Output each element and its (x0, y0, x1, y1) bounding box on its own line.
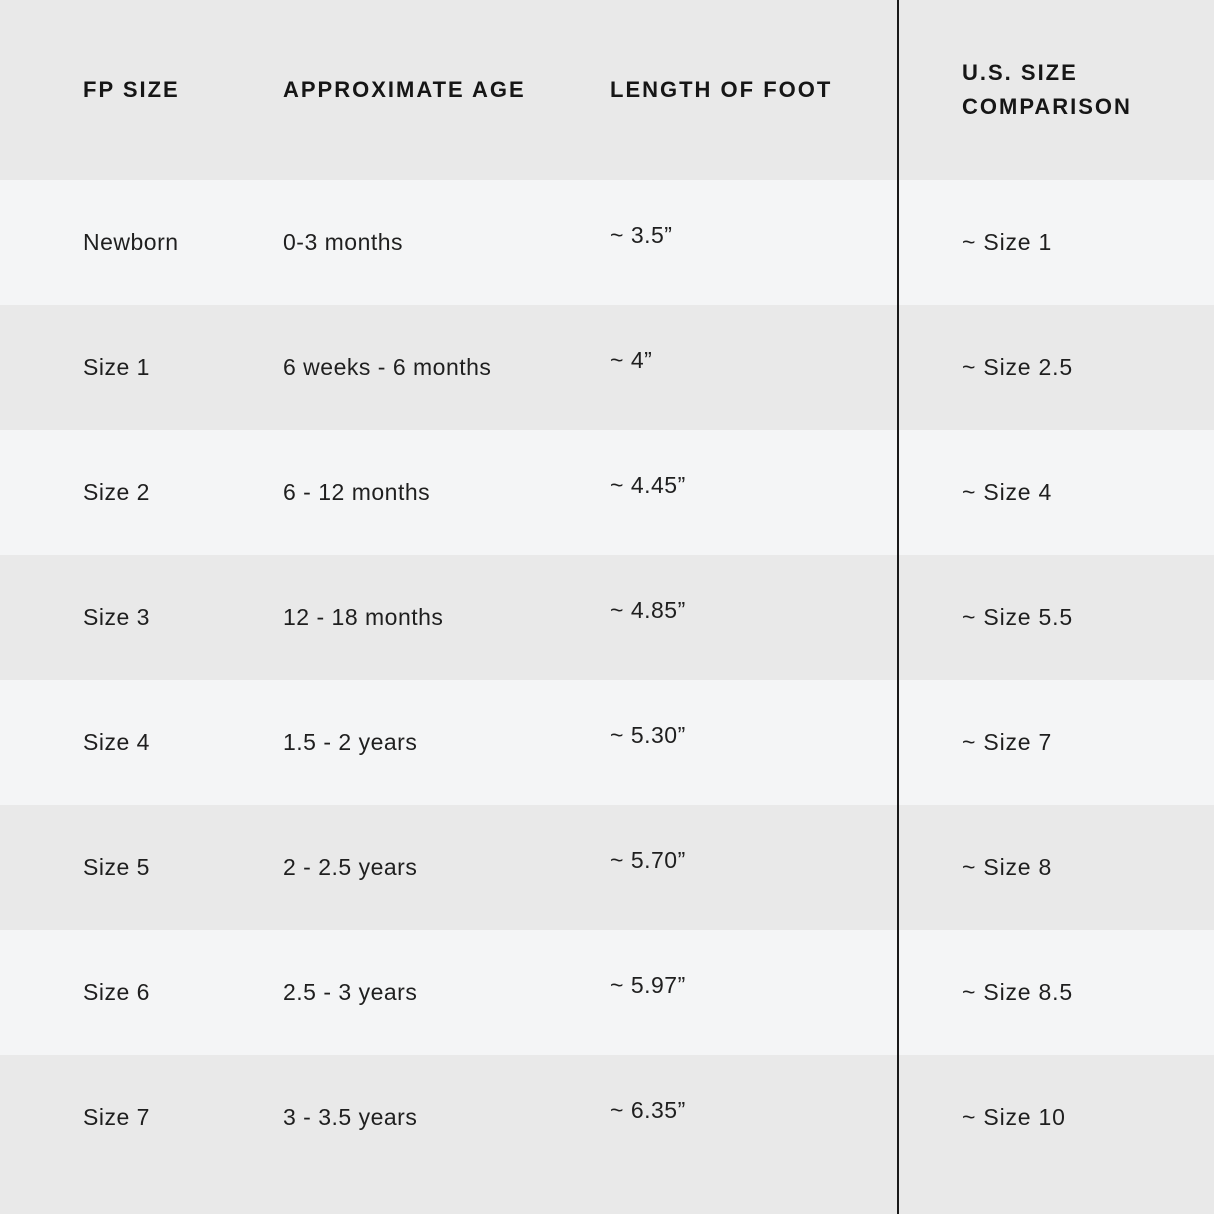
cell-length-of-foot: ~ 4” (610, 347, 653, 373)
cell-length-of-foot: ~ 6.35” (610, 1097, 686, 1123)
table-row-8 (0, 1055, 1214, 1180)
table-row-4 (0, 555, 1214, 680)
cell-fp-size: Size 1 (83, 354, 150, 380)
cell-approximate-age: 2 - 2.5 years (283, 854, 418, 880)
cell-length-of-foot: ~ 4.45” (610, 472, 686, 498)
cell-approximate-age: 3 - 3.5 years (283, 1104, 418, 1130)
cell-approximate-age: 1.5 - 2 years (283, 729, 418, 755)
cell-approximate-age: 6 weeks - 6 months (283, 354, 492, 380)
header-label-us-size-comparison: U.S. SIZE COMPARISON (962, 60, 1132, 119)
table-row-1 (0, 180, 1214, 305)
header-cell-length-of-foot (610, 0, 898, 180)
cell-length-of-foot: ~ 5.30” (610, 722, 686, 748)
cell-us-size-comparison: ~ Size 4 (962, 479, 1053, 505)
cell-us-size-comparison: ~ Size 1 (962, 229, 1053, 255)
cell-length-of-foot: ~ 3.5” (610, 222, 673, 248)
header-label-approximate-age: APPROXIMATE AGE (283, 77, 526, 102)
cell-us-size-comparison: ~ Size 2.5 (962, 354, 1073, 380)
cell-us-size-comparison: ~ Size 5.5 (962, 604, 1073, 630)
table-row-5 (0, 680, 1214, 805)
cell-length-of-foot: ~ 5.97” (610, 972, 686, 998)
table-row-2 (0, 305, 1214, 430)
header-cell-us-size-comparison (898, 0, 1214, 180)
cell-length-of-foot: ~ 4.85” (610, 597, 686, 623)
cell-fp-size: Size 7 (83, 1104, 150, 1130)
table-header-row (0, 0, 1214, 180)
table-row-7 (0, 930, 1214, 1055)
cell-us-size-comparison: ~ Size 10 (962, 1104, 1066, 1130)
cell-us-size-comparison: ~ Size 8 (962, 854, 1053, 880)
cell-fp-size: Size 3 (83, 604, 150, 630)
table-row-6 (0, 805, 1214, 930)
header-label-length-of-foot: LENGTH OF FOOT (610, 77, 833, 102)
cell-approximate-age: 12 - 18 months (283, 604, 444, 630)
cell-fp-size: Size 4 (83, 729, 150, 755)
table-row-3 (0, 430, 1214, 555)
cell-fp-size: Size 6 (83, 979, 150, 1005)
cell-fp-size: Size 5 (83, 854, 150, 880)
table-body (0, 180, 1214, 1180)
cell-us-size-comparison: ~ Size 8.5 (962, 979, 1073, 1005)
cell-fp-size: Newborn (83, 229, 179, 255)
cell-approximate-age: 0-3 months (283, 229, 404, 255)
header-cell-fp-size (83, 0, 283, 180)
cell-length-of-foot: ~ 5.70” (610, 847, 686, 873)
cell-approximate-age: 2.5 - 3 years (283, 979, 418, 1005)
cell-us-size-comparison: ~ Size 7 (962, 729, 1053, 755)
header-cell-approximate-age (283, 0, 610, 180)
cell-approximate-age: 6 - 12 months (283, 479, 431, 505)
header-label-fp-size: FP SIZE (83, 77, 180, 102)
cell-fp-size: Size 2 (83, 479, 150, 505)
column-divider-line (897, 0, 899, 1214)
